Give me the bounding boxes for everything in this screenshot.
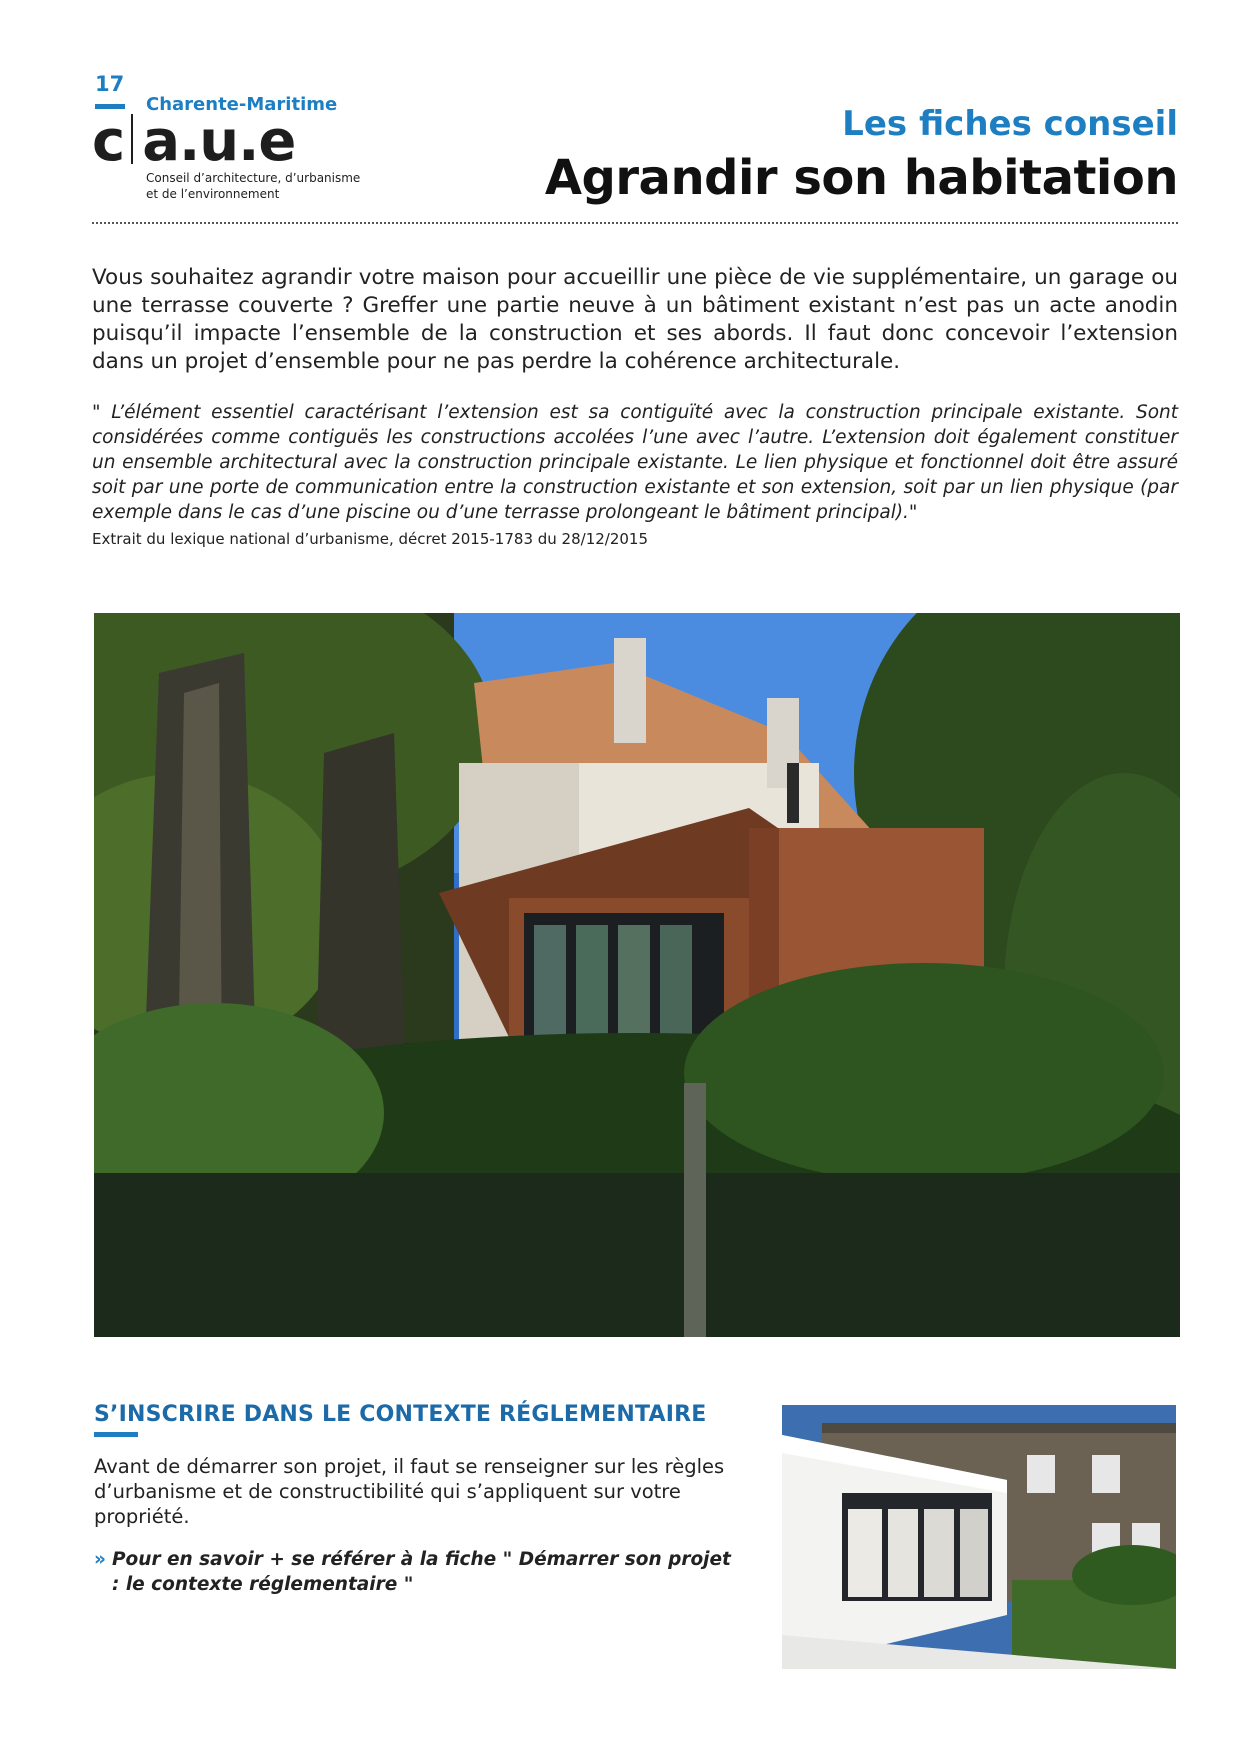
legal-quote: " L’élément essentiel caractérisant l’extension est sa contiguïté avec la construction principale existante. Sont considérées comme contiguës les constructions accolées l’une avec l’autre. L’extension doit également constituer un ensemble architectural avec la construction principale existante. Le lien physique et fonctionnel doit être assuré soit par une porte de communication entre la construction existante et son extension, soit par un lien physique (par exemple dans le cas d’une piscine ou d’une terrasse prolongeant le bâtiment principal)." (92, 402, 1178, 523)
stove-pipe (787, 763, 799, 823)
section-paragraph: Avant de démarrer son projet, il faut se renseigner sur les règles d’urbanisme et de constructibilité qui s’appliquent sur votre propriété. (94, 1455, 725, 1528)
intro-paragraph: Vous souhaitez agrandir votre maison pour accueillir une pièce de vie supplémentaire, un garage ou une terrasse couverte ? Greffer une partie neuve à un bâtiment existant n’est pas un acte anodin puisqu’il impacte l’ensemble de la construction et ses abords. Il faut donc concevoir l’extension dans un projet d’ensemble pour ne pas perdre la cohérence architecturale. (92, 265, 1178, 374)
chimney-1 (614, 638, 646, 743)
caue-logo (92, 110, 295, 174)
double-chevron-icon: » (94, 1549, 106, 1570)
shutter-window-1 (1027, 1455, 1055, 1493)
fence-post (684, 1083, 706, 1337)
reference-text: Pour en savoir + se référer à la fiche " Démarrer son projet : le contexte réglementaire " (112, 1549, 731, 1595)
house-extension-illustration (94, 613, 1180, 1337)
shutter-window-2 (1092, 1455, 1120, 1493)
dotted-divider (92, 222, 1178, 224)
page-title: Agrandir son habitation (544, 150, 1178, 206)
section-accent-bar (94, 1432, 138, 1437)
main-photo-house-extension (94, 613, 1180, 1337)
stone-roof (822, 1423, 1176, 1433)
logo-letters-aue: a.u.e (142, 109, 296, 174)
series-title: Les fiches conseil (842, 104, 1178, 144)
logo-subtitle-line2: et de l’environnement (146, 187, 280, 201)
department-name: Charente-Maritime (146, 94, 338, 115)
section-title: S’INSCRIRE DANS LE CONTEXTE RÉGLEMENTAIRE (94, 1402, 707, 1427)
logo-separator (131, 114, 133, 164)
logo-subtitle (146, 170, 360, 202)
department-number: 17 (95, 72, 125, 96)
quote-source: Extrait du lexique national d’urbanisme, décret 2015-1783 du 28/12/2015 (92, 530, 649, 548)
white-extension-illustration (782, 1405, 1176, 1669)
logo-subtitle-line1: Conseil d’architecture, d’urbanisme (146, 171, 361, 185)
small-photo-white-extension (782, 1405, 1176, 1669)
see-also-reference (94, 1547, 734, 1597)
logo-letter-c: c (92, 109, 125, 174)
fence (94, 1173, 1180, 1337)
